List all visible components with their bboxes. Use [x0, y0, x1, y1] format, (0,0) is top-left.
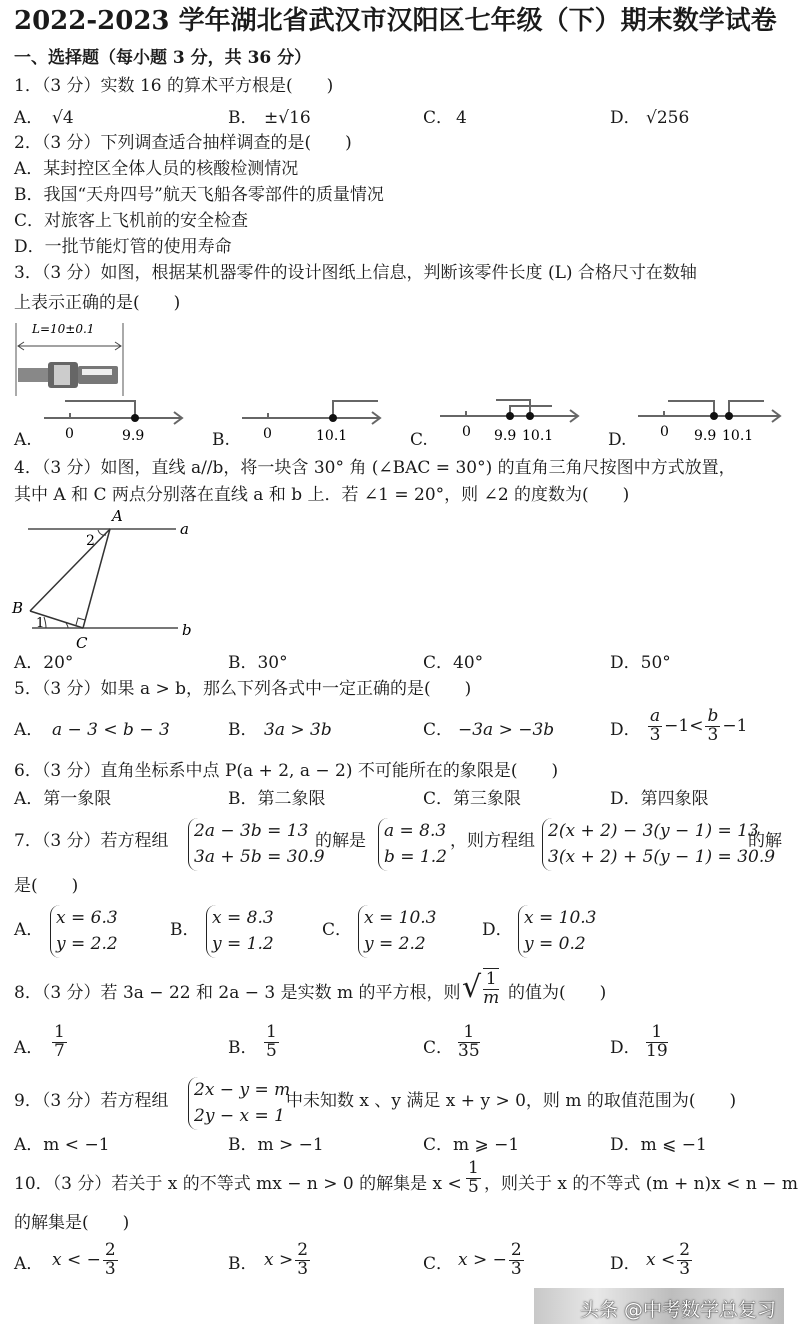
q3-option-d-numberline [634, 398, 784, 446]
q8-option-a: $\frac{1}{7}$ [54, 1022, 65, 1061]
page-title: 2022-2023 学年湖北省武汉市汉阳区七年级（下）期末数学试卷 [14, 6, 777, 36]
q7-option-a-label: A． [14, 920, 44, 940]
q3-option-c-numberline [436, 398, 586, 446]
q9-stem-suffix: 中未知数 x 、y 满足 x + y > 0，则 m 的取值范围为( ) [286, 1091, 737, 1111]
q7-option-d: x = 10.3 y = 0.2 [518, 905, 597, 958]
q3-option-a-label: A. [14, 430, 32, 450]
q5-option-b-label: B． [228, 720, 258, 740]
q3-figure-label: L=10±0.1 [32, 322, 95, 336]
q9-option-d: D．m ⩽ −1 [610, 1135, 707, 1155]
q1-option-c: 4 [456, 108, 467, 128]
question-1-stem: 1．（3 分）实数 16 的算术平方根是( ) [14, 76, 334, 96]
svg-text:10.1: 10.1 [522, 428, 554, 444]
q7-stem-mid2: ，则方程组 [450, 831, 535, 851]
q2-option-c: C．对旅客上飞机前的安全检查 [14, 211, 249, 231]
svg-text:9.9: 9.9 [122, 428, 145, 444]
question-7-stem-line2: 是( ) [14, 876, 79, 896]
svg-text:0: 0 [462, 424, 471, 440]
q10-fraction: $\frac{1}{5}$ [468, 1158, 479, 1197]
question-5-stem: 5．（3 分）如果 a > b，那么下列各式中一定正确的是( ) [14, 679, 472, 699]
q6-option-a: A．第一象限 [14, 789, 112, 809]
q7-option-d-label: D． [482, 920, 513, 940]
question-4-stem-line2: 其中 A 和 C 两点分别落在直线 a 和 b 上．若 ∠1 = 20°，则 ∠2 的度数为( ) [14, 485, 630, 505]
question-7-stem-prefix: 7．（3 分）若方程组 [14, 831, 169, 851]
q3-part-figure [10, 318, 130, 398]
q10-stem-suffix: ，则关于 x 的不等式 (m + n)x < n − m [484, 1174, 798, 1194]
q10-option-a: x < − $\frac{2}{3}$ [52, 1240, 116, 1279]
svg-text:10.1: 10.1 [722, 428, 754, 444]
q10-option-d: x < $\frac{2}{3}$ [646, 1240, 691, 1279]
point-a-label: A [112, 507, 123, 525]
q4-option-b: B．30° [228, 653, 288, 673]
q1-option-a: √4 [52, 108, 74, 128]
watermark-banner [534, 1288, 784, 1324]
question-10-stem-line2: 的解集是( ) [14, 1213, 130, 1233]
q3-option-b-label: B. [212, 430, 230, 450]
q4-triangle-figure [8, 505, 208, 650]
q6-option-c: C．第三象限 [423, 789, 522, 809]
q10-option-a-label: A． [14, 1254, 44, 1274]
q7-system-2: 2(x + 2) − 3(y − 1) = 13 3(x + 2) + 5(y − 1) = 30.9 [542, 818, 775, 871]
angle-1-label: 1 [36, 616, 45, 631]
q1-option-b-label: B． [228, 108, 258, 128]
q2-option-a: A．某封控区全体人员的核酸检测情况 [14, 159, 299, 179]
q7-option-a: x = 6.3 y = 2.2 [50, 905, 118, 958]
svg-text:0: 0 [263, 426, 272, 442]
q8-option-b: $\frac{1}{5}$ [266, 1022, 277, 1061]
q1-option-d-label: D． [610, 108, 641, 128]
q9-option-b: B．m > −1 [228, 1135, 324, 1155]
watermark-text: 头条 @中考数学总复习 [579, 1299, 776, 1321]
q5-option-d: $\frac{a}{3}$ −1< $\frac{b}{3}$ −1 [649, 706, 748, 745]
question-6-stem: 6．（3 分）直角坐标系中点 P(a + 2, a − 2) 不可能所在的象限是( ) [14, 761, 559, 781]
svg-text:9.9: 9.9 [494, 428, 517, 444]
q4-option-d: D．50° [610, 653, 671, 673]
q10-option-b-label: B． [228, 1254, 258, 1274]
q8-option-d-label: D． [610, 1038, 641, 1058]
q5-option-a: a − 3 < b − 3 [52, 720, 170, 740]
q5-option-a-label: A． [14, 720, 44, 740]
q3-option-c-label: C. [410, 430, 428, 450]
q10-option-c-label: C． [423, 1254, 454, 1274]
q8-option-c-label: C． [423, 1038, 454, 1058]
q10-option-c: x > − $\frac{2}{3}$ [458, 1240, 522, 1279]
q7-option-b: x = 8.3 y = 1.2 [206, 905, 274, 958]
q7-system-1: 2a − 3b = 13 3a + 5b = 30.9 [188, 818, 325, 871]
q1-option-b: ±√16 [264, 108, 311, 128]
line-b-label: b [182, 621, 192, 639]
q1-option-d: √256 [646, 108, 690, 128]
q1-option-c-label: C． [423, 108, 454, 128]
q7-option-b-label: B． [170, 920, 200, 940]
question-2-stem: 2．（3 分）下列调查适合抽样调查的是( ) [14, 133, 352, 153]
q9-option-a: A．m < −1 [14, 1135, 110, 1155]
line-a-label: a [180, 520, 189, 538]
q9-system: 2x − y = m 2y − x = 1 [188, 1077, 290, 1130]
point-b-label: B [12, 599, 24, 617]
angle-2-label: 2 [86, 533, 95, 549]
question-4-stem-line1: 4．（3 分）如图，直线 a//b，将一块含 30° 角 (∠BAC = 30°) 的直角三角尺按图中方式放置， [14, 458, 736, 478]
q7-stem-suffix: 的解 [748, 831, 782, 851]
q3-option-d-label: D. [608, 430, 627, 450]
question-9-stem-prefix: 9．（3 分）若方程组 [14, 1091, 169, 1111]
q8-option-d: $\frac{1}{19}$ [646, 1022, 668, 1061]
section-heading: 一、选择题（每小题 3 分，共 36 分） [14, 48, 312, 68]
q7-solution-1: a = 8.3 b = 1.2 [378, 818, 447, 871]
q1-option-a-label: A． [14, 108, 44, 128]
q7-stem-mid: 的解是 [315, 831, 366, 851]
q7-option-c: x = 10.3 y = 2.2 [358, 905, 437, 958]
q8-option-b-label: B． [228, 1038, 258, 1058]
svg-text:0: 0 [660, 424, 669, 440]
q6-option-d: D．第四象限 [610, 789, 709, 809]
q10-option-d-label: D． [610, 1254, 641, 1274]
question-8-stem-prefix: 8．（3 分）若 3a − 22 和 2a − 3 是实数 m 的平方根，则 [14, 983, 461, 1003]
q4-option-a: A．20° [14, 653, 74, 673]
q5-option-c-label: C． [423, 720, 454, 740]
q8-option-a-label: A． [14, 1038, 44, 1058]
q5-option-b: 3a > 3b [264, 720, 332, 740]
q3-option-a-numberline [40, 398, 190, 446]
q3-option-b-numberline [238, 398, 388, 446]
q9-option-c: C．m ⩾ −1 [423, 1135, 520, 1155]
q8-sqrt-expression: √ $\frac{1}{m}$ [462, 969, 500, 1008]
q4-option-c: C．40° [423, 653, 484, 673]
q2-option-b: B．我国“天舟四号”航天飞船各零部件的质量情况 [14, 185, 384, 205]
question-3-stem-line1: 3．（3 分）如图，根据某机器零件的设计图纸上信息，判断该零件长度 (L) 合格尺寸在数轴 [14, 263, 697, 283]
q10-option-b: x > $\frac{2}{3}$ [264, 1240, 309, 1279]
question-3-stem-line2: 上表示正确的是( ) [14, 293, 181, 313]
svg-text:0: 0 [65, 426, 74, 442]
svg-text:10.1: 10.1 [316, 428, 348, 444]
point-c-label: C [76, 634, 88, 650]
q5-option-c: −3a > −3b [458, 720, 555, 740]
q8-option-c: $\frac{1}{35}$ [458, 1022, 480, 1061]
q8-stem-suffix: 的值为( ) [508, 983, 607, 1003]
q7-option-c-label: C． [322, 920, 353, 940]
q2-option-d: D．一批节能灯管的使用寿命 [14, 237, 232, 257]
svg-text:9.9: 9.9 [694, 428, 717, 444]
q6-option-b: B．第二象限 [228, 789, 326, 809]
question-10-stem-prefix: 10．（3 分）若关于 x 的不等式 mx − n > 0 的解集是 x < [14, 1174, 462, 1194]
q5-option-d-label: D． [610, 720, 641, 740]
